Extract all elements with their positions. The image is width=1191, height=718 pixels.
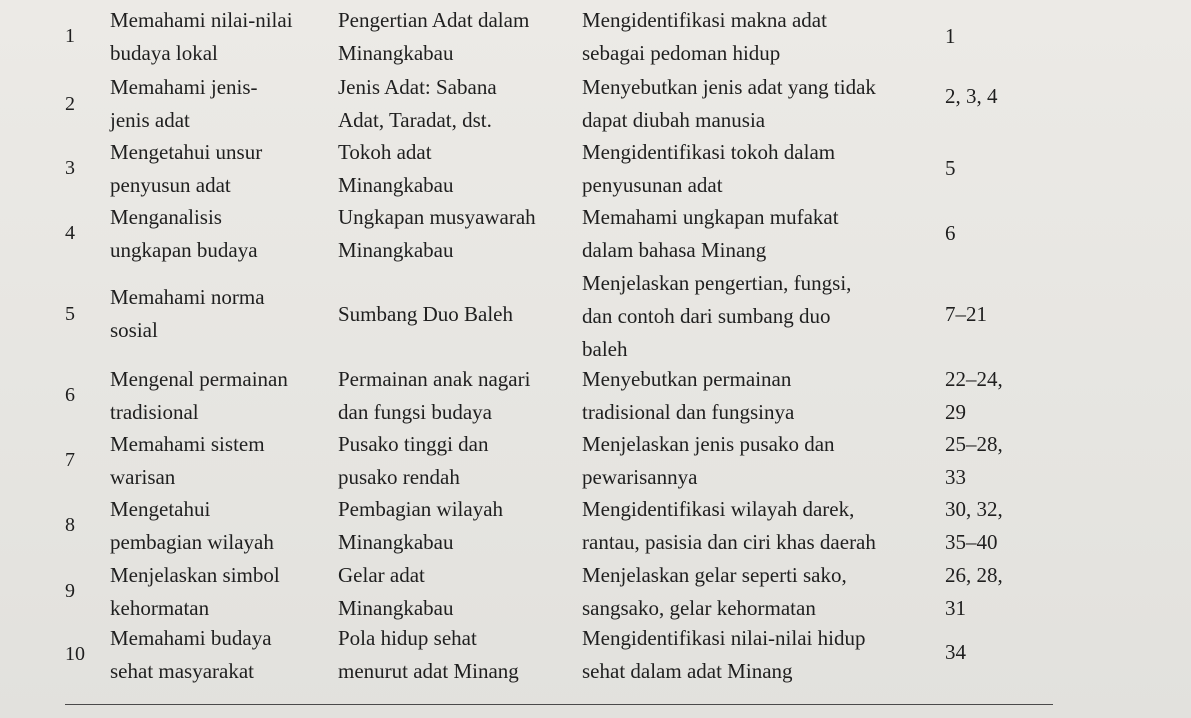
cell-line: Mengidentifikasi makna adat xyxy=(582,8,827,32)
cell-line: pembagian wilayah xyxy=(110,530,274,554)
cell-line: penyusunan adat xyxy=(582,173,723,197)
cell-line: Mengidentifikasi nilai-nilai hidup xyxy=(582,626,866,650)
competency-cell xyxy=(110,428,338,494)
cell-line: Menyebutkan permainan xyxy=(582,367,792,391)
cell-line: Pusako tinggi dan xyxy=(338,432,489,456)
material-cell xyxy=(338,428,588,494)
cell-line: 5 xyxy=(945,156,956,180)
competency-cell xyxy=(110,622,338,688)
competency-cell xyxy=(110,559,338,625)
cell-line: pusako rendah xyxy=(338,465,460,489)
cell-line: Minangkabau xyxy=(338,238,454,262)
cell-line: 6 xyxy=(945,221,956,245)
cell-line: 26, 28, xyxy=(945,563,1003,587)
cell-line: 33 xyxy=(945,465,966,489)
cell-line: tradisional xyxy=(110,400,199,424)
cell-line: menurut adat Minang xyxy=(338,659,519,683)
cell-line: 29 xyxy=(945,400,966,424)
cell-line: Memahami jenis- xyxy=(110,75,258,99)
cell-line: 31 xyxy=(945,596,966,620)
cell-line: kehormatan xyxy=(110,596,210,620)
indicator-cell xyxy=(582,201,944,267)
cell-line: penyusun adat xyxy=(110,173,231,197)
question-number-cell xyxy=(945,217,1035,250)
question-number-cell xyxy=(945,298,1035,331)
cell-line: sehat masyarakat xyxy=(110,659,255,683)
question-number-cell xyxy=(945,493,1035,559)
cell-line: pewarisannya xyxy=(582,465,698,489)
cell-line: Jenis Adat: Sabana xyxy=(338,75,497,99)
cell-line: Tokoh adat xyxy=(338,140,432,164)
indicator-cell xyxy=(582,136,944,202)
row-number: 8 xyxy=(65,514,75,536)
cell-line: sebagai pedoman hidup xyxy=(582,41,781,65)
cell-line: baleh xyxy=(582,337,628,361)
question-number-cell xyxy=(945,152,1035,185)
cell-line: 7–21 xyxy=(945,302,987,326)
cell-line: Minangkabau xyxy=(338,41,454,65)
competency-cell xyxy=(110,493,338,559)
material-cell xyxy=(338,493,588,559)
cell-line: Memahami ungkapan mufakat xyxy=(582,205,839,229)
cell-line: Pembagian wilayah xyxy=(338,497,504,521)
question-number-cell xyxy=(945,80,1035,113)
cell-line: Permainan anak nagari xyxy=(338,367,531,391)
cell-line: 1 xyxy=(945,24,956,48)
question-number-cell xyxy=(945,363,1035,429)
cell-line: 2, 3, 4 xyxy=(945,84,998,108)
material-cell xyxy=(338,201,588,267)
row-number: 9 xyxy=(65,580,75,602)
indicator-cell xyxy=(582,622,944,688)
cell-line: Mengetahui unsur xyxy=(110,140,263,164)
cell-line: warisan xyxy=(110,465,176,489)
indicator-cell xyxy=(582,559,944,625)
cell-line: Adat, Taradat, dst. xyxy=(338,108,492,132)
question-number-cell xyxy=(945,636,1035,669)
cell-line: ungkapan budaya xyxy=(110,238,258,262)
material-cell xyxy=(338,71,588,137)
cell-line: Ungkapan musyawarah xyxy=(338,205,536,229)
question-number-cell xyxy=(945,428,1035,494)
competency-cell xyxy=(110,4,338,70)
cell-line: tradisional dan fungsinya xyxy=(582,400,795,424)
cell-line: Memahami sistem xyxy=(110,432,265,456)
cell-line: 25–28, xyxy=(945,432,1003,456)
row-number: 5 xyxy=(65,303,75,325)
cell-line: sosial xyxy=(110,318,158,342)
cell-line: 30, 32, xyxy=(945,497,1003,521)
question-number-cell xyxy=(945,20,1035,53)
indicator-cell xyxy=(582,267,944,366)
material-cell xyxy=(338,559,588,625)
material-cell xyxy=(338,298,588,331)
cell-line: dapat diubah manusia xyxy=(582,108,766,132)
cell-line: 34 xyxy=(945,640,966,664)
cell-line: Pengertian Adat dalam xyxy=(338,8,530,32)
cell-line: Minangkabau xyxy=(338,173,454,197)
cell-line: Minangkabau xyxy=(338,596,454,620)
cell-line: dan fungsi budaya xyxy=(338,400,492,424)
cell-line: Memahami budaya xyxy=(110,626,272,650)
bottom-rule xyxy=(65,704,1053,705)
cell-line: Memahami nilai-nilai xyxy=(110,8,293,32)
competency-cell xyxy=(110,281,338,347)
cell-line: 22–24, xyxy=(945,367,1003,391)
indicator-cell xyxy=(582,4,944,70)
cell-line: dalam bahasa Minang xyxy=(582,238,767,262)
cell-line: sangsako, gelar kehormatan xyxy=(582,596,816,620)
material-cell xyxy=(338,4,588,70)
competency-cell xyxy=(110,363,338,429)
material-cell xyxy=(338,622,588,688)
cell-line: Gelar adat xyxy=(338,563,425,587)
indicator-cell xyxy=(582,428,944,494)
indicator-cell xyxy=(582,363,944,429)
cell-line: budaya lokal xyxy=(110,41,218,65)
cell-line: Menyebutkan jenis adat yang tidak xyxy=(582,75,876,99)
cell-line: Mengenal permainan xyxy=(110,367,288,391)
competency-cell xyxy=(110,201,338,267)
cell-line: Menjelaskan pengertian, fungsi, xyxy=(582,271,852,295)
row-number: 1 xyxy=(65,25,75,47)
cell-line: Menjelaskan gelar seperti sako, xyxy=(582,563,847,587)
cell-line: Mengetahui xyxy=(110,497,211,521)
row-number: 4 xyxy=(65,222,75,244)
indicator-cell xyxy=(582,71,944,137)
cell-line: Menjelaskan simbol xyxy=(110,563,280,587)
cell-line: Mengidentifikasi wilayah darek, xyxy=(582,497,855,521)
cell-line: Memahami norma xyxy=(110,285,265,309)
row-number: 2 xyxy=(65,93,75,115)
cell-line: Menganalisis xyxy=(110,205,222,229)
question-number-cell xyxy=(945,559,1035,625)
row-number: 10 xyxy=(65,643,85,665)
cell-line: Pola hidup sehat xyxy=(338,626,477,650)
cell-line: Menjelaskan jenis pusako dan xyxy=(582,432,835,456)
cell-line: jenis adat xyxy=(110,108,190,132)
cell-line: Sumbang Duo Baleh xyxy=(338,302,513,326)
indicator-cell xyxy=(582,493,944,559)
row-number: 3 xyxy=(65,157,75,179)
cell-line: dan contoh dari sumbang duo xyxy=(582,304,831,328)
cell-line: Minangkabau xyxy=(338,530,454,554)
row-number: 7 xyxy=(65,449,75,471)
material-cell xyxy=(338,136,588,202)
cell-line: 35–40 xyxy=(945,530,998,554)
material-cell xyxy=(338,363,588,429)
competency-cell xyxy=(110,136,338,202)
row-number: 6 xyxy=(65,384,75,406)
cell-line: sehat dalam adat Minang xyxy=(582,659,793,683)
cell-line: Mengidentifikasi tokoh dalam xyxy=(582,140,836,164)
cell-line: rantau, pasisia dan ciri khas daerah xyxy=(582,530,876,554)
competency-cell xyxy=(110,71,338,137)
